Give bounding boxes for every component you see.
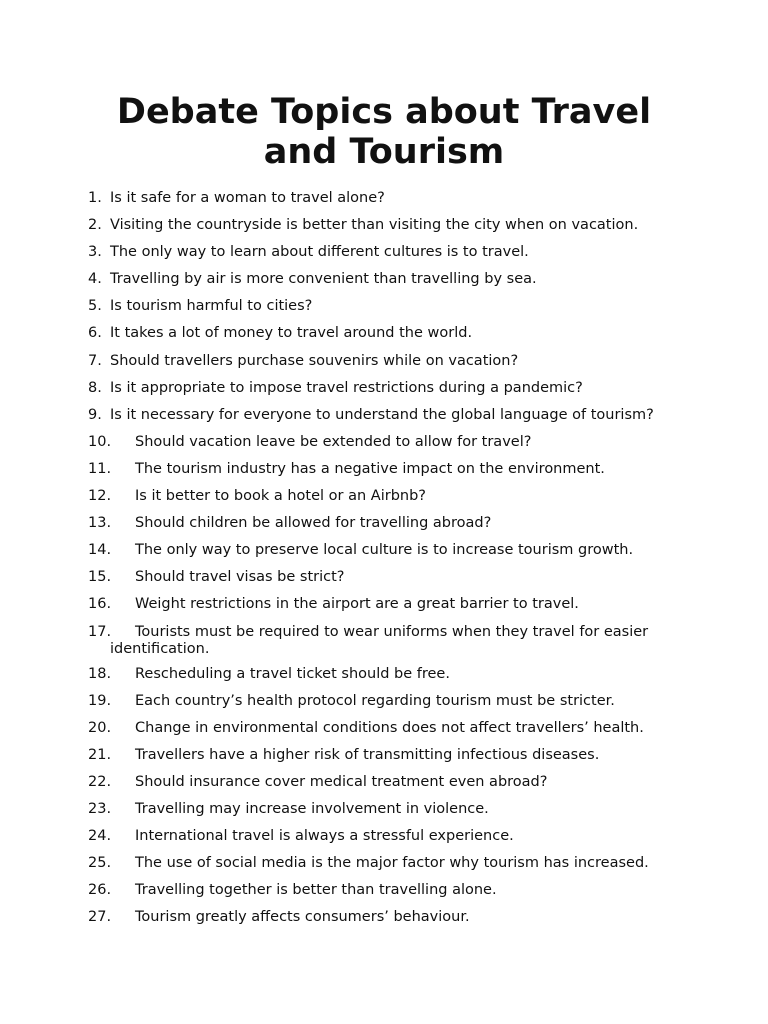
topic-item: [0, 542, 768, 559]
page-title: Debate Topics about Travel and Tourism: [116, 92, 652, 172]
topic-number: 10.: [88, 433, 112, 450]
topic-text: Travelling by air is more convenient than travelling by sea.: [110, 271, 537, 288]
topic-text: The only way to preserve local culture is to increase tourism growth.: [135, 542, 634, 559]
topic-number: 3.: [88, 244, 102, 261]
topic-number: 8.: [88, 379, 102, 396]
topic-item: [0, 747, 768, 764]
topic-text: Is it safe for a woman to travel alone?: [110, 190, 385, 206]
topic-item: [0, 624, 768, 658]
topic-text: The use of social media is the major factor why tourism has increased.: [135, 855, 649, 872]
topic-number: 21.: [88, 746, 112, 763]
topic-item: [0, 828, 768, 845]
topic-text: Weight restrictions in the airport are a great barrier to travel.: [135, 596, 579, 613]
topic-text: Is it necessary for everyone to understand the global language of tourism?: [110, 406, 654, 423]
topic-text: Change in environmental conditions does not affect travellers’ health.: [135, 719, 644, 736]
topic-item: [0, 461, 768, 478]
topic-number: 20.: [88, 719, 112, 736]
topic-number: 4.: [88, 271, 102, 288]
topic-item: [0, 774, 768, 791]
topic-number: 12.: [88, 488, 112, 505]
topic-text: Should children be allowed for travelling abroad?: [135, 515, 492, 532]
topic-item: [0, 488, 768, 505]
topic-text: Travelling may increase involvement in violence.: [135, 801, 489, 818]
topic-number: 16.: [88, 596, 112, 613]
topic-number: 15.: [88, 569, 112, 586]
topic-item: [0, 298, 768, 315]
topic-text: It takes a lot of money to travel around the world.: [110, 325, 473, 342]
topic-text: Should insurance cover medical treatment even abroad?: [135, 773, 548, 790]
topic-number: 17.: [88, 623, 112, 640]
topic-number: 19.: [88, 692, 112, 709]
topic-number: 23.: [88, 801, 112, 818]
topic-item: [0, 693, 768, 710]
topic-text: Travelling together is better than travelling alone.: [135, 882, 497, 899]
topic-item: [0, 855, 768, 872]
topic-item: [0, 515, 768, 532]
topic-item: [0, 596, 768, 613]
topic-item: [0, 353, 768, 370]
topic-text: Is tourism harmful to cities?: [110, 298, 313, 315]
topic-item: [0, 217, 768, 234]
topic-item: [0, 190, 768, 207]
topic-number: 5.: [88, 298, 102, 315]
topic-number: 2.: [88, 217, 102, 234]
topic-item: [0, 325, 768, 342]
topic-number: 1.: [88, 190, 102, 206]
topic-number: 13.: [88, 515, 112, 532]
topic-number: 22.: [88, 773, 112, 790]
topic-item: [0, 720, 768, 737]
topic-text: Visiting the countryside is better than visiting the city when on vacation.: [110, 217, 639, 234]
topic-text: Should travel visas be strict?: [135, 569, 345, 586]
topic-text: Tourists must be required to wear uniforms when they travel for easier identification.: [110, 623, 649, 657]
topic-item: [0, 666, 768, 683]
topic-text: Each country’s health protocol regarding tourism must be stricter.: [135, 692, 615, 709]
topic-list: [0, 190, 768, 937]
topic-text: Should vacation leave be extended to allow for travel?: [135, 433, 532, 450]
topic-number: 27.: [88, 909, 112, 926]
topic-item: [0, 882, 768, 899]
topic-item: [0, 244, 768, 261]
topic-number: 9.: [88, 406, 102, 423]
topic-text: International travel is always a stressful experience.: [135, 828, 514, 845]
topic-number: 24.: [88, 828, 112, 845]
topic-text: Travellers have a higher risk of transmitting infectious diseases.: [135, 746, 600, 763]
topic-number: 11.: [88, 460, 112, 477]
topic-item: [0, 271, 768, 288]
topic-number: 25.: [88, 855, 112, 872]
topic-text: Is it appropriate to impose travel restrictions during a pandemic?: [110, 379, 583, 396]
topic-item: [0, 909, 768, 926]
topic-item: [0, 407, 768, 424]
topic-text: The tourism industry has a negative impact on the environment.: [135, 460, 605, 477]
topic-number: 7.: [88, 352, 102, 369]
topic-number: 6.: [88, 325, 102, 342]
topic-number: 26.: [88, 882, 112, 899]
topic-item: [0, 569, 768, 586]
topic-text: Is it better to book a hotel or an Airbnb?: [135, 488, 426, 505]
topic-text: The only way to learn about different cultures is to travel.: [110, 244, 529, 261]
topic-number: 18.: [88, 665, 112, 682]
topic-item: [0, 434, 768, 451]
topic-text: Tourism greatly affects consumers’ behaviour.: [135, 909, 470, 926]
topic-text: Should travellers purchase souvenirs while on vacation?: [110, 352, 519, 369]
topic-number: 14.: [88, 542, 112, 559]
topic-item: [0, 380, 768, 397]
topic-text: Rescheduling a travel ticket should be free.: [135, 665, 450, 682]
topic-item: [0, 801, 768, 818]
